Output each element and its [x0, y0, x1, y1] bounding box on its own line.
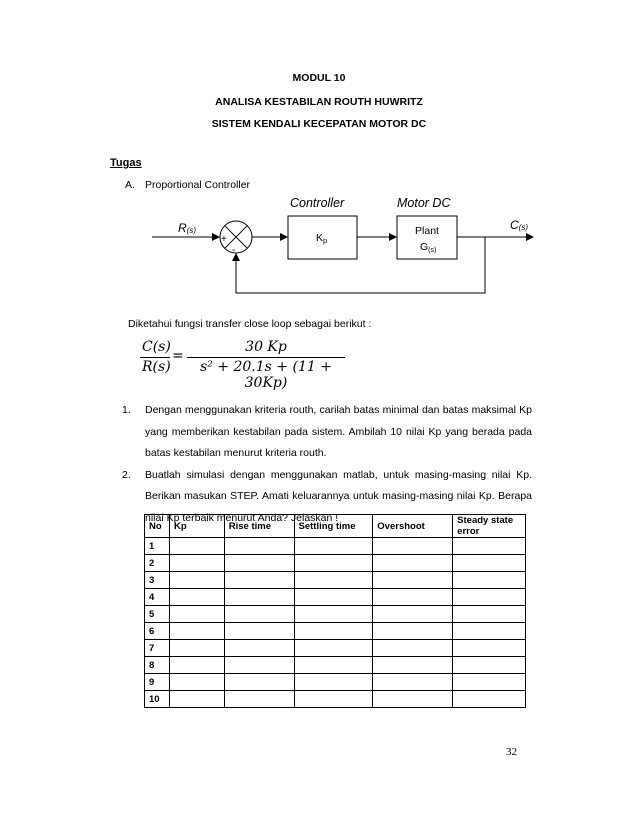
transfer-function-formula — [136, 336, 356, 391]
empty-cell — [373, 657, 453, 674]
empty-cell — [294, 691, 373, 708]
block-diagram — [0, 188, 638, 300]
formula-lhs-numerator: C(s) — [142, 339, 171, 355]
empty-cell — [294, 589, 373, 606]
task-text: Buatlah simulasi dengan menggunakan matlab, untuk masing-masing nilai Kp. Berikan masukan STEP. Amati keluarannya untuk masing-masing nilai Kp. Berapa nilai Kp terbaik menurut Anda? Jelaskan ! — [145, 468, 532, 524]
row-number-cell: 3 — [145, 572, 170, 589]
column-header-overshoot: Overshoot — [373, 515, 453, 538]
row-number-cell: 10 — [145, 691, 170, 708]
empty-cell — [294, 674, 373, 691]
controller-label: Controller — [290, 196, 345, 210]
empty-cell — [373, 623, 453, 640]
column-header-kp: Kp — [169, 515, 224, 538]
task-list — [120, 400, 532, 529]
empty-cell — [294, 538, 373, 555]
column-header-no: No — [145, 515, 170, 538]
table-row — [145, 589, 526, 606]
row-number-cell: 8 — [145, 657, 170, 674]
column-header-steady-state-error: Steady state error — [453, 515, 526, 538]
empty-cell — [294, 640, 373, 657]
formula-lhs-fraction-bar — [140, 357, 170, 358]
empty-cell — [224, 589, 294, 606]
empty-cell — [453, 674, 526, 691]
row-number-cell: 6 — [145, 623, 170, 640]
row-number-cell: 2 — [145, 555, 170, 572]
plus-sign: + — [221, 234, 227, 245]
empty-cell — [224, 538, 294, 555]
minus-sign: - — [232, 245, 236, 256]
empty-cell — [373, 640, 453, 657]
results-table — [144, 514, 526, 708]
empty-cell — [453, 555, 526, 572]
module-title: MODUL 10 — [292, 72, 346, 84]
formula-rhs-denominator: s² + 20.1s + (11 + 30Kp) — [200, 359, 332, 391]
empty-cell — [373, 572, 453, 589]
empty-cell — [224, 657, 294, 674]
empty-cell — [224, 674, 294, 691]
task-text: Dengan menggunakan kriteria routh, carilah batas minimal dan batas maksimal Kp yang memberikan kestabilan pada sistem. Ambilah 10 nilai Kp yang berada pada batas kestabilan menurut kriteria routh. — [145, 404, 532, 459]
empty-cell — [453, 691, 526, 708]
formula-rhs-numerator: 30 Kp — [245, 339, 287, 355]
column-header-rise-time: Rise time — [224, 515, 294, 538]
empty-cell — [453, 572, 526, 589]
empty-cell — [169, 691, 224, 708]
empty-cell — [453, 640, 526, 657]
empty-cell — [224, 623, 294, 640]
empty-cell — [373, 555, 453, 572]
module-subtitle-1: ANALISA KESTABILAN ROUTH HUWRITZ — [215, 96, 423, 108]
empty-cell — [169, 674, 224, 691]
empty-cell — [373, 674, 453, 691]
task-item — [120, 400, 532, 465]
output-label: C(s) — [510, 218, 528, 232]
plant-transfer-label: G(s) — [420, 241, 437, 254]
row-number-cell: 1 — [145, 538, 170, 555]
table-row — [145, 538, 526, 555]
subsection-label: Proportional Controller — [145, 179, 251, 191]
gain-label: Kp — [316, 232, 328, 245]
table-row — [145, 657, 526, 674]
column-header-settling-time: Settling time — [294, 515, 373, 538]
empty-cell — [453, 606, 526, 623]
transfer-function-intro: Diketahui fungsi transfer close loop sebagai berikut : — [128, 318, 372, 330]
empty-cell — [169, 640, 224, 657]
empty-cell — [224, 555, 294, 572]
formula-lhs-denominator: R(s) — [142, 359, 171, 375]
table-row — [145, 674, 526, 691]
empty-cell — [453, 657, 526, 674]
empty-cell — [294, 657, 373, 674]
table-row — [145, 691, 526, 708]
empty-cell — [224, 640, 294, 657]
page-number: 32 — [506, 746, 517, 758]
empty-cell — [373, 538, 453, 555]
task-number: 1. — [122, 404, 131, 416]
plant-label: Plant — [415, 225, 439, 237]
empty-cell — [294, 623, 373, 640]
table-row — [145, 640, 526, 657]
empty-cell — [453, 623, 526, 640]
empty-cell — [169, 572, 224, 589]
empty-cell — [169, 589, 224, 606]
row-number-cell: 5 — [145, 606, 170, 623]
row-number-cell: 7 — [145, 640, 170, 657]
formula-equals: = — [172, 348, 184, 364]
empty-cell — [373, 606, 453, 623]
row-number-cell: 4 — [145, 589, 170, 606]
empty-cell — [169, 555, 224, 572]
empty-cell — [294, 572, 373, 589]
empty-cell — [169, 606, 224, 623]
input-label: R(s) — [178, 221, 196, 235]
section-heading: Tugas — [110, 157, 142, 169]
motor-label: Motor DC — [397, 196, 451, 210]
empty-cell — [294, 606, 373, 623]
table-row — [145, 623, 526, 640]
empty-cell — [169, 538, 224, 555]
formula-rhs-fraction-bar — [187, 357, 345, 358]
empty-cell — [294, 555, 373, 572]
table-row — [145, 555, 526, 572]
table-header-row — [145, 515, 526, 538]
empty-cell — [373, 589, 453, 606]
empty-cell — [169, 623, 224, 640]
table-row — [145, 572, 526, 589]
empty-cell — [169, 657, 224, 674]
empty-cell — [373, 691, 453, 708]
empty-cell — [224, 691, 294, 708]
empty-cell — [453, 589, 526, 606]
empty-cell — [224, 572, 294, 589]
row-number-cell: 9 — [145, 674, 170, 691]
empty-cell — [224, 606, 294, 623]
task-number: 2. — [122, 468, 131, 481]
table-row — [145, 606, 526, 623]
empty-cell — [453, 538, 526, 555]
subsection-letter: A. — [125, 179, 135, 191]
module-subtitle-2: SISTEM KENDALI KECEPATAN MOTOR DC — [211, 118, 427, 130]
